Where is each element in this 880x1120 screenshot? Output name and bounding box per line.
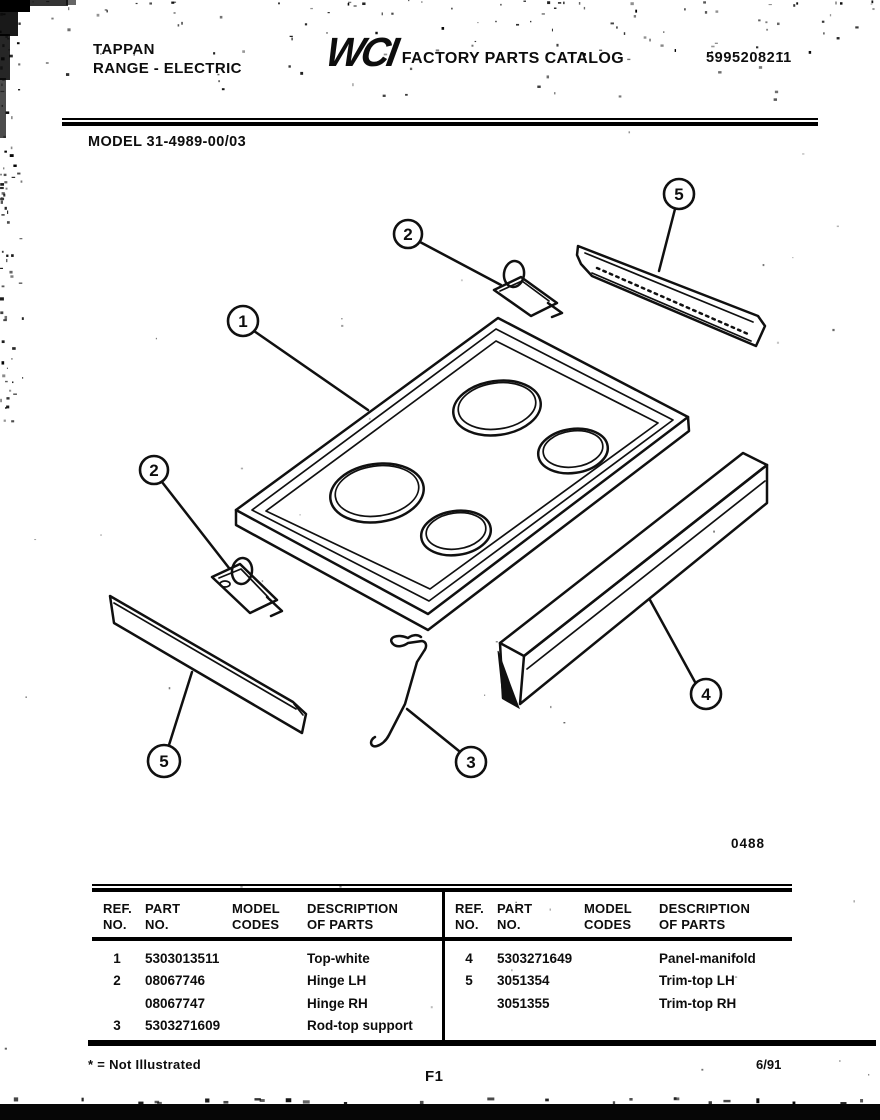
callout-1	[228, 306, 258, 336]
callout-5-top	[664, 179, 694, 209]
scan-edge-artifact	[0, 1104, 880, 1120]
cell-ref: 5	[465, 973, 473, 989]
col-codes-header: MODEL CODES	[584, 901, 632, 932]
parts-row	[95, 996, 441, 1018]
callout-label: 1	[238, 312, 248, 331]
cell-ref: 2	[113, 973, 121, 989]
callout-label: 4	[701, 685, 711, 704]
part-trim-top-right	[577, 246, 765, 346]
col-part-header: PART NO.	[497, 901, 533, 932]
cell-part: 08067747	[145, 995, 206, 1011]
part-hinge-left	[212, 557, 282, 616]
brand-line-1: TAPPAN	[93, 41, 155, 58]
col-ref-header: REF. NO.	[103, 901, 132, 932]
callout-3	[456, 747, 486, 777]
table-top-rule-thin	[92, 884, 792, 886]
cell-part: 5303013511	[145, 951, 220, 966]
cell-part: 5303271649	[497, 951, 573, 966]
callout-label: 2	[149, 461, 159, 480]
not-illustrated-note: * = Not Illustrated	[88, 1057, 201, 1072]
parts-table-right	[447, 893, 793, 1043]
cell-desc: Hinge LH	[307, 973, 367, 989]
parts-row	[95, 951, 441, 973]
brand-line-2: RANGE - ELECTRIC	[93, 60, 242, 77]
parts-row	[447, 973, 793, 995]
publication-number: 5995208211	[706, 50, 792, 66]
cell-desc: Hinge RH	[307, 995, 368, 1011]
cell-part: 08067746	[145, 973, 206, 989]
parts-row	[95, 973, 441, 995]
burner-opening	[535, 424, 610, 477]
cell-part: 5303271609	[145, 1018, 221, 1034]
brand-block	[93, 40, 242, 78]
col-desc-header: DESCRIPTION OF PARTS	[659, 901, 751, 932]
parts-row	[447, 951, 793, 973]
page-code: F1	[425, 1068, 444, 1085]
parts-row	[95, 1018, 441, 1040]
footer-rule	[88, 1040, 876, 1046]
cell-desc: Trim-top LH	[659, 973, 735, 989]
cell-desc: Panel-manifold	[659, 951, 756, 966]
callout-label: 5	[674, 185, 684, 204]
part-panel-manifold	[498, 453, 767, 708]
header-rule-heavy	[62, 122, 818, 126]
cell-ref: 4	[465, 951, 473, 966]
date-code: 6/91	[756, 1057, 782, 1072]
table-divider	[442, 888, 445, 1041]
cell-desc: Trim-top RH	[659, 995, 737, 1011]
figure-code: 0488	[731, 836, 766, 851]
callout-leader-lines	[162, 209, 695, 751]
model-number: MODEL 31-4989-00/03	[88, 134, 247, 150]
callout-2-left	[140, 456, 168, 484]
part-hinge-top	[494, 260, 562, 317]
cell-ref: 1	[113, 951, 121, 966]
cell-part: 3051354	[497, 973, 550, 989]
callout-4	[691, 679, 721, 709]
burner-opening	[450, 375, 545, 441]
callout-label: 2	[403, 225, 413, 244]
wci-logo: WCI	[322, 30, 400, 76]
callout-label: 3	[466, 753, 476, 772]
callout-label: 5	[159, 752, 169, 771]
col-desc-header: DESCRIPTION OF PARTS	[307, 901, 399, 932]
callout-2-top	[394, 220, 422, 248]
header-rule-thin	[62, 118, 818, 120]
cell-ref: 3	[113, 1018, 121, 1034]
cell-part: 3051355	[497, 995, 550, 1011]
cell-desc: Top-white	[307, 951, 370, 966]
col-part-header: PART NO.	[145, 901, 181, 932]
callout-5-left	[148, 745, 180, 777]
part-rod-support	[371, 635, 426, 746]
col-codes-header: MODEL CODES	[232, 901, 280, 932]
catalog-title: FACTORY PARTS CATALOG	[401, 50, 625, 67]
parts-table-left	[95, 893, 441, 1043]
burner-opening	[326, 458, 427, 529]
cell-desc: Rod-top support	[307, 1018, 413, 1034]
parts-row	[447, 996, 793, 1018]
col-ref-header: REF. NO.	[455, 901, 484, 932]
catalog-header	[322, 30, 625, 76]
part-trim-top-left	[110, 596, 306, 733]
